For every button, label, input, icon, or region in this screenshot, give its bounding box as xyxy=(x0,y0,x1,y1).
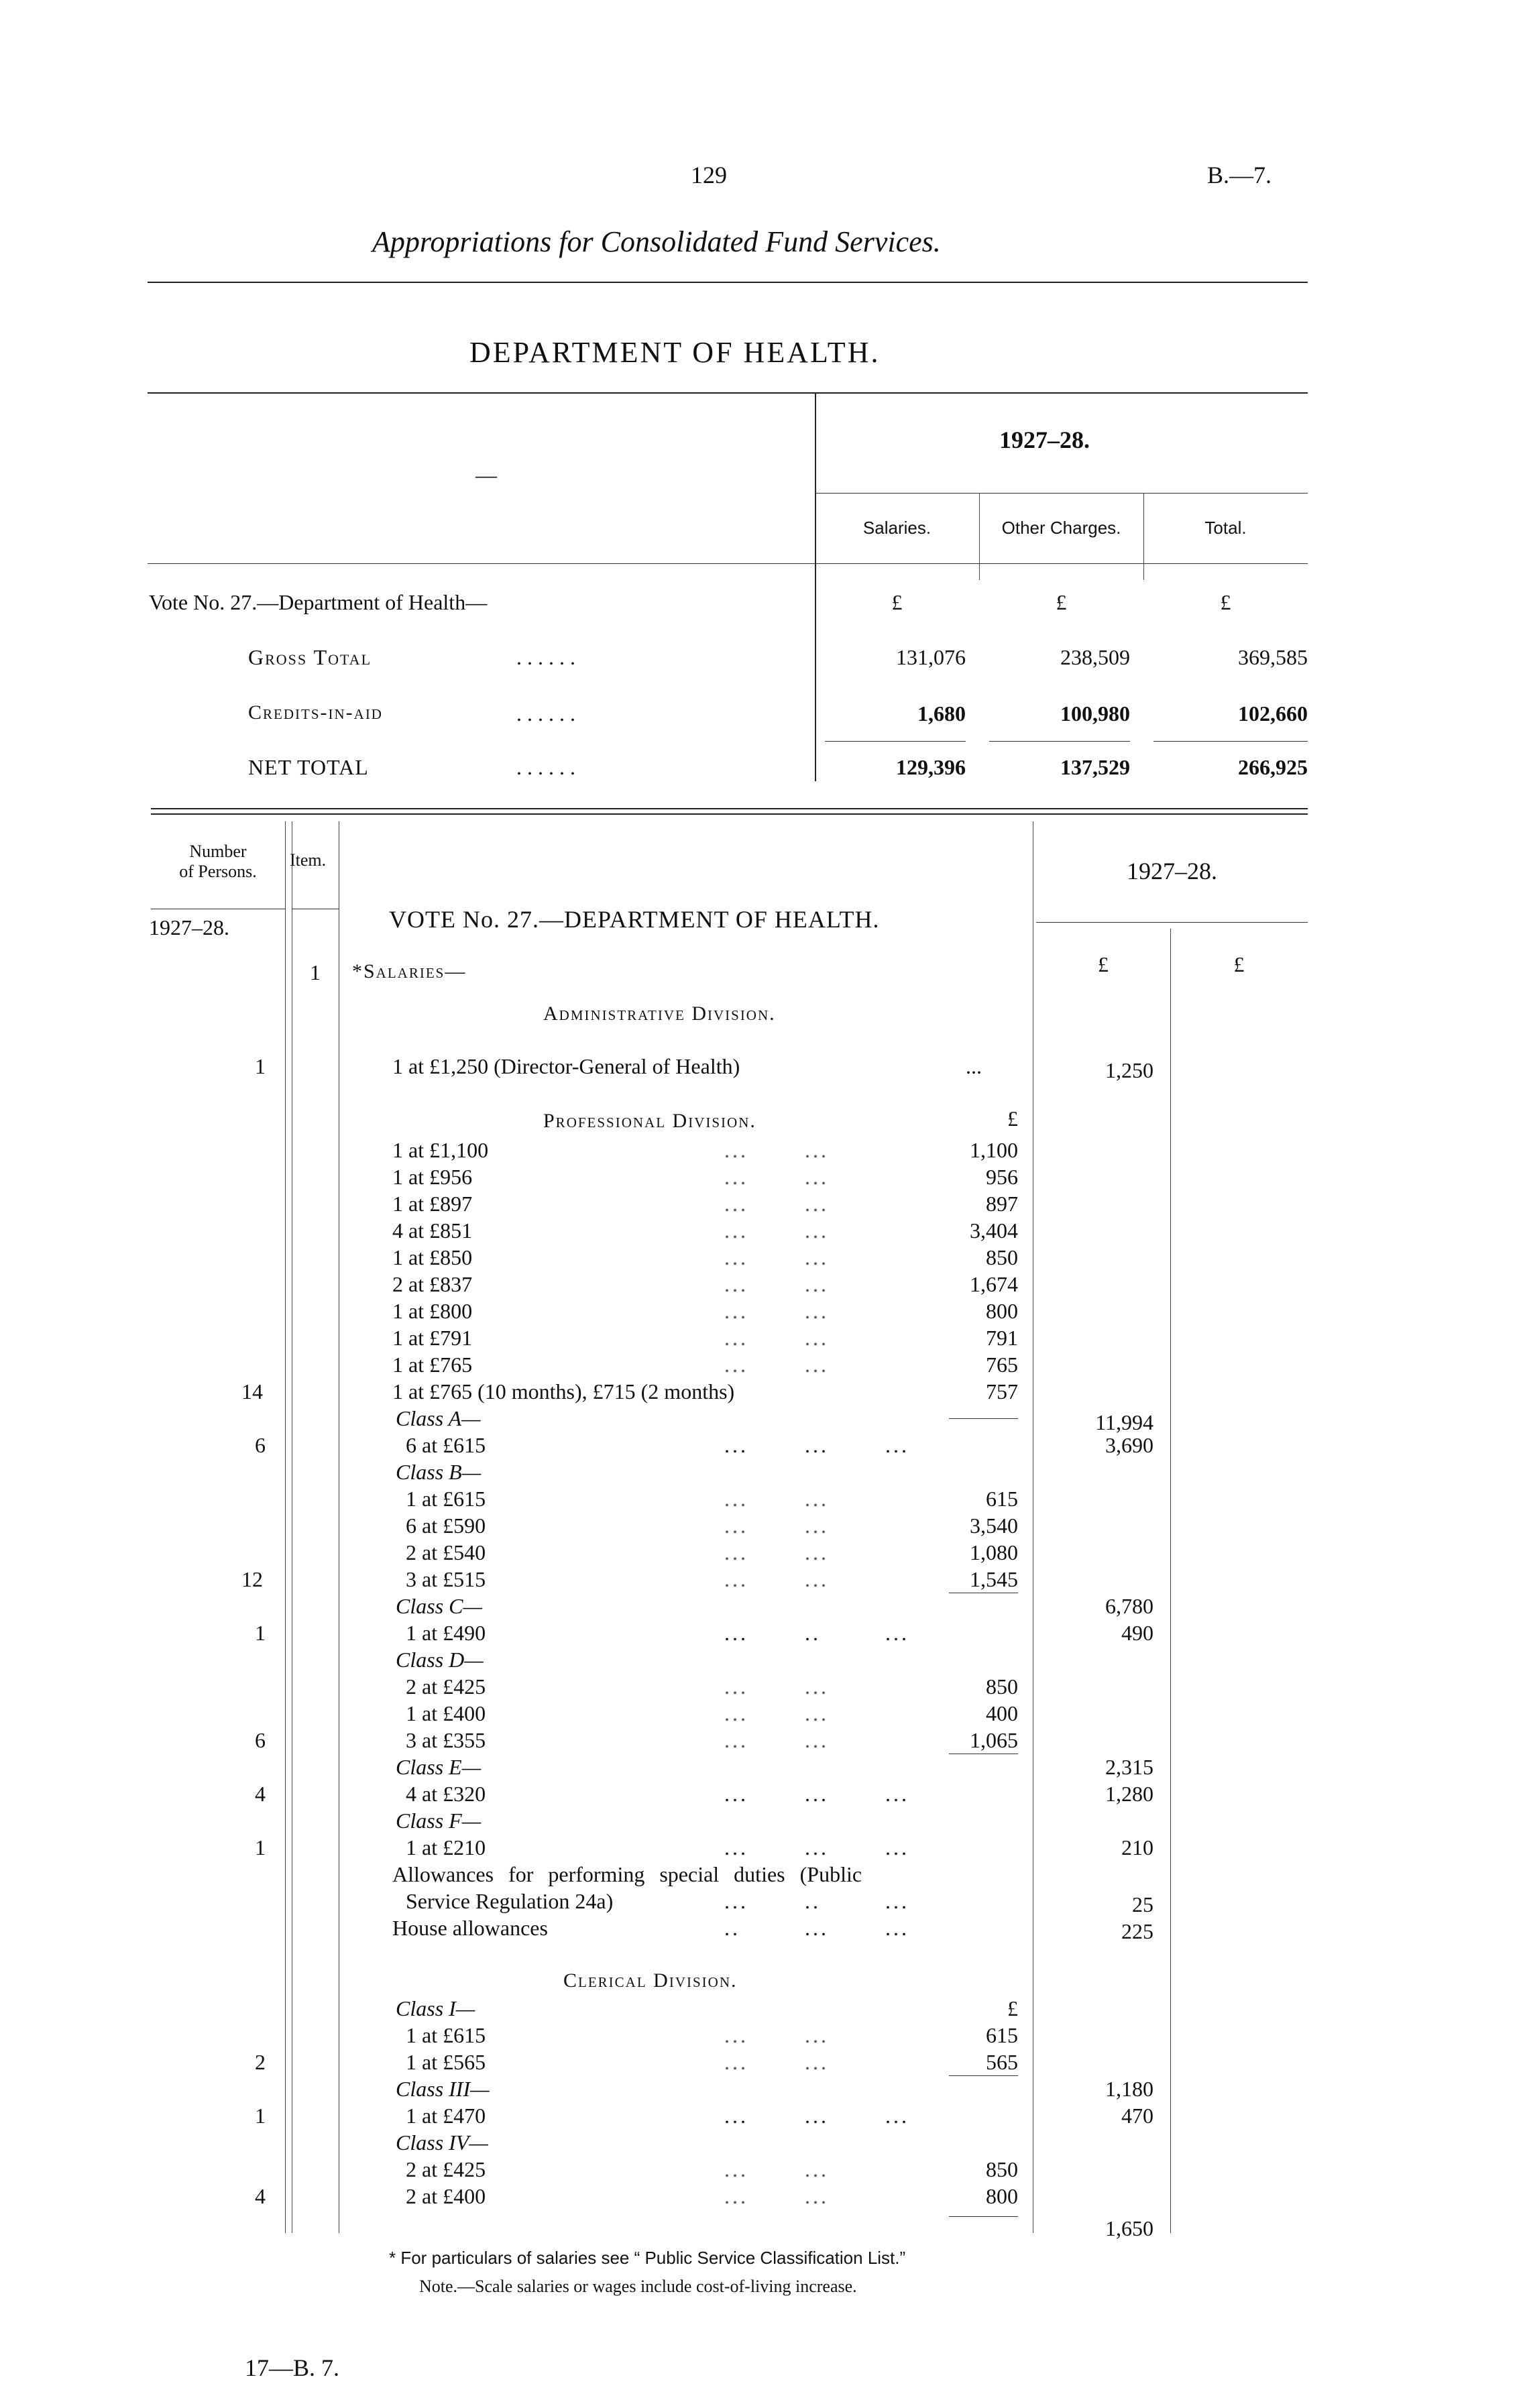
subtotal: 11,994 xyxy=(1095,1410,1153,1434)
persons-count: 1 xyxy=(255,1621,266,1645)
class-label: Class B— xyxy=(396,1460,482,1484)
persons-count: 6 xyxy=(255,1433,266,1457)
persons-count: 1 xyxy=(255,2104,266,2128)
leader-dots: ... ... xyxy=(724,1165,829,1189)
line-text: 1 at £956 xyxy=(392,1165,473,1189)
line-text: 1 at £765 (10 months), £715 (2 months) xyxy=(392,1379,735,1403)
line-amount: 850 xyxy=(986,1674,1018,1699)
department-title: DEPARTMENT OF HEALTH. xyxy=(469,336,881,369)
subtotal: 470 xyxy=(1121,2104,1153,2128)
line-amount: 615 xyxy=(986,2023,1018,2047)
summary-head-rule xyxy=(148,563,1308,564)
subtotal: 210 xyxy=(1121,1835,1153,1859)
leader-dots: ... ... xyxy=(724,2050,829,2074)
value-total: 102,660 xyxy=(1238,701,1308,726)
value-salaries: 131,076 xyxy=(896,645,966,669)
line-amount: 1,080 xyxy=(970,1540,1018,1564)
value-other: 238,509 xyxy=(1060,645,1130,669)
leader-dots: . . . . . . xyxy=(516,755,575,779)
admin-amount: 1,250 xyxy=(1105,1058,1153,1082)
line-amount: 765 xyxy=(986,1353,1018,1377)
line-amount: 897 xyxy=(986,1192,1018,1216)
persons-heading: Number of Persons. xyxy=(179,842,257,881)
line-text: 1 at £400 xyxy=(406,1701,486,1725)
line-amount: 400 xyxy=(986,1701,1018,1725)
subtotal: 490 xyxy=(1121,1621,1153,1645)
value-total: 266,925 xyxy=(1238,755,1308,779)
persons-count: 2 xyxy=(255,2050,266,2074)
total-rule xyxy=(1170,929,1171,2233)
row-label: NET TOTAL xyxy=(248,755,369,779)
persons-count: 12 xyxy=(241,1567,263,1591)
house-amount: 225 xyxy=(1121,1919,1153,1943)
line-amount: 850 xyxy=(986,1245,1018,1269)
class-label: Class C— xyxy=(396,1594,482,1618)
class-label: Class F— xyxy=(396,1809,482,1833)
pound-sign: £ xyxy=(1098,952,1109,976)
header-rule xyxy=(148,282,1308,283)
line-amount: 565 xyxy=(986,2050,1018,2074)
leader-dots: ... ... xyxy=(724,1218,829,1243)
leader-dots: ... .. ... xyxy=(724,1889,909,1913)
line-text: 1 at £897 xyxy=(392,1192,473,1216)
leader-dots: ... xyxy=(966,1054,982,1078)
currency-total: £ xyxy=(1220,590,1231,614)
vote-label: Vote No. 27.—Department of Health— xyxy=(149,590,488,614)
value-other: 100,980 xyxy=(1060,701,1130,726)
line-text: 2 at £837 xyxy=(392,1272,473,1296)
line-text: 3 at £515 xyxy=(406,1567,486,1591)
subtotal: 1,280 xyxy=(1105,1782,1153,1806)
summary-year: 1927–28. xyxy=(999,426,1090,453)
leader-dots: ... ... xyxy=(724,1701,829,1725)
line-text: 1 at £210 xyxy=(406,1835,486,1859)
line-amount: 1,545 xyxy=(970,1567,1018,1591)
class-label: Class A— xyxy=(396,1406,481,1430)
allowance-amount: 25 xyxy=(1132,1892,1153,1916)
allowance-line-cont: Service Regulation 24a) xyxy=(406,1889,614,1913)
footnote-star: * For particulars of salaries see “ Public Service Classification List.” xyxy=(389,2248,906,2268)
leader-dots: ... ... xyxy=(724,1567,829,1591)
leader-dots: ... .. ... xyxy=(724,1621,909,1645)
line-amount: 757 xyxy=(986,1379,1018,1403)
persons-count: 4 xyxy=(255,2184,266,2208)
leader-dots: ... ... xyxy=(724,1513,829,1538)
currency-salaries: £ xyxy=(891,590,903,614)
line-amount: 800 xyxy=(986,1299,1018,1323)
page-number: 129 xyxy=(691,162,727,188)
leader-dots: ... ... xyxy=(724,2023,829,2047)
col-salaries: Salaries. xyxy=(862,518,932,538)
line-amount: 1,100 xyxy=(970,1138,1018,1162)
value-salaries: 1,680 xyxy=(917,701,966,726)
class-label: Class I— xyxy=(396,1996,475,2020)
leader-dots: ... ... xyxy=(724,1487,829,1511)
line-text: 6 at £590 xyxy=(406,1513,486,1538)
clerical-division: Clerical Division. xyxy=(563,1969,738,1992)
leader-dots: ... ... xyxy=(724,1245,829,1269)
line-text: 4 at £320 xyxy=(406,1782,486,1806)
line-text: 1 at £791 xyxy=(392,1326,473,1350)
line-text: 1 at £490 xyxy=(406,1621,486,1645)
col-other-charges: Other Charges. xyxy=(1001,518,1121,538)
line-text: 6 at £615 xyxy=(406,1433,486,1457)
leader-dots: . . . . . . xyxy=(516,645,575,669)
class-label: Class IV— xyxy=(396,2130,488,2155)
value-salaries: 129,396 xyxy=(896,755,966,779)
leader-dots: ... ... xyxy=(724,2157,829,2181)
pound-sign: £ xyxy=(1007,1996,1018,2020)
line-text: 1 at £615 xyxy=(406,2023,486,2047)
line-amount: 615 xyxy=(986,1487,1018,1511)
persons-year: 1927–28. xyxy=(149,915,229,939)
line-amount: 791 xyxy=(986,1326,1018,1350)
col-total: Total. xyxy=(1204,518,1247,538)
leader-dots: ... ... xyxy=(724,1728,829,1752)
line-text: 1 at £1,100 xyxy=(392,1138,489,1162)
summary-dash: — xyxy=(475,463,497,487)
pound-sign: £ xyxy=(1007,1106,1018,1131)
leader-dots: ... ... ... xyxy=(724,2104,909,2128)
leader-dots: ... ... xyxy=(724,1272,829,1296)
currency-other: £ xyxy=(1056,590,1067,614)
salaries-heading: *Salaries— xyxy=(352,960,467,982)
leader-dots: .. ... ... xyxy=(724,1916,909,1940)
line-text: 2 at £400 xyxy=(406,2184,486,2208)
line-text: 1 at £800 xyxy=(392,1299,473,1323)
line-amount: 1,065 xyxy=(970,1728,1018,1752)
line-amount: 956 xyxy=(986,1165,1018,1189)
leader-dots: ... ... xyxy=(724,1138,829,1162)
leader-dots: ... ... xyxy=(724,1674,829,1699)
persons-rule xyxy=(285,821,286,2233)
page-subtitle: Appropriations for Consolidated Fund Services. xyxy=(372,225,941,258)
leader-dots: ... ... ... xyxy=(724,1835,909,1859)
leader-dots: ... ... ... xyxy=(724,1782,909,1806)
line-text: 2 at £425 xyxy=(406,2157,486,2181)
persons-count: 6 xyxy=(255,1728,266,1752)
leader-dots: ... ... xyxy=(724,1540,829,1564)
document-reference: B.—7. xyxy=(1207,162,1272,188)
line-text: 1 at £850 xyxy=(392,1245,473,1269)
line-text: 1 at £470 xyxy=(406,2104,486,2128)
persons-count: 1 xyxy=(255,1835,266,1859)
subtotal: 6,780 xyxy=(1105,1594,1153,1618)
admin-division: Administrative Division. xyxy=(543,1002,776,1025)
allowance-line: Allowances for performing special duties (Public xyxy=(392,1862,862,1886)
line-text: 2 at £540 xyxy=(406,1540,486,1564)
detail-year: 1927–28. xyxy=(1127,858,1217,884)
item-number: 1 xyxy=(310,960,321,984)
value-other: 137,529 xyxy=(1060,755,1130,779)
subtotal: 1,180 xyxy=(1105,2077,1153,2101)
persons-count: 1 xyxy=(255,1054,266,1078)
class-label: Class E— xyxy=(396,1755,482,1779)
line-amount: 1,674 xyxy=(970,1272,1018,1296)
subtotal: 2,315 xyxy=(1105,1755,1153,1779)
line-text: 1 at £565 xyxy=(406,2050,486,2074)
leader-dots: ... ... xyxy=(724,1353,829,1377)
item-heading: Item. xyxy=(290,850,327,870)
line-text: 1 at £615 xyxy=(406,1487,486,1511)
footnote-note: Note.—Scale salaries or wages include cost-of-living increase. xyxy=(419,2277,857,2296)
row-label: Gross Total xyxy=(248,645,372,669)
leader-dots: ... ... xyxy=(724,1326,829,1350)
line-text: 4 at £851 xyxy=(392,1218,473,1243)
subtotal: 3,690 xyxy=(1105,1433,1153,1457)
class-label: Class III— xyxy=(396,2077,490,2101)
line-text: 3 at £355 xyxy=(406,1728,486,1752)
summary-top-rule xyxy=(148,392,1308,394)
persons-count: 14 xyxy=(241,1379,263,1403)
vote-title: VOTE No. 27.—DEPARTMENT OF HEALTH. xyxy=(389,906,880,933)
leader-dots: ... ... xyxy=(724,1192,829,1216)
leader-dots: ... ... xyxy=(724,1299,829,1323)
page-signature: 17—B. 7. xyxy=(245,2354,340,2381)
subtotal: 1,650 xyxy=(1105,2216,1153,2240)
line-text: 2 at £425 xyxy=(406,1674,486,1699)
line-amount: 800 xyxy=(986,2184,1018,2208)
persons-count: 4 xyxy=(255,1782,266,1806)
row-label: Credits-in-aid xyxy=(248,701,383,724)
summary-year-rule xyxy=(815,493,1308,494)
line-amount: 3,540 xyxy=(970,1513,1018,1538)
value-total: 369,585 xyxy=(1238,645,1308,669)
professional-division: Professional Division. xyxy=(543,1110,756,1132)
class-label: Class D— xyxy=(396,1648,484,1672)
pound-sign: £ xyxy=(1233,952,1245,976)
house-allowances: House allowances xyxy=(392,1916,548,1940)
line-amount: 850 xyxy=(986,2157,1018,2181)
leader-dots: . . . . . . xyxy=(516,701,575,726)
line-text: 1 at £765 xyxy=(392,1353,473,1377)
leader-dots: ... ... xyxy=(724,2184,829,2208)
leader-dots: ... ... ... xyxy=(724,1433,909,1457)
line-amount: 3,404 xyxy=(970,1218,1018,1243)
admin-line: 1 at £1,250 (Director-General of Health) xyxy=(392,1054,740,1078)
